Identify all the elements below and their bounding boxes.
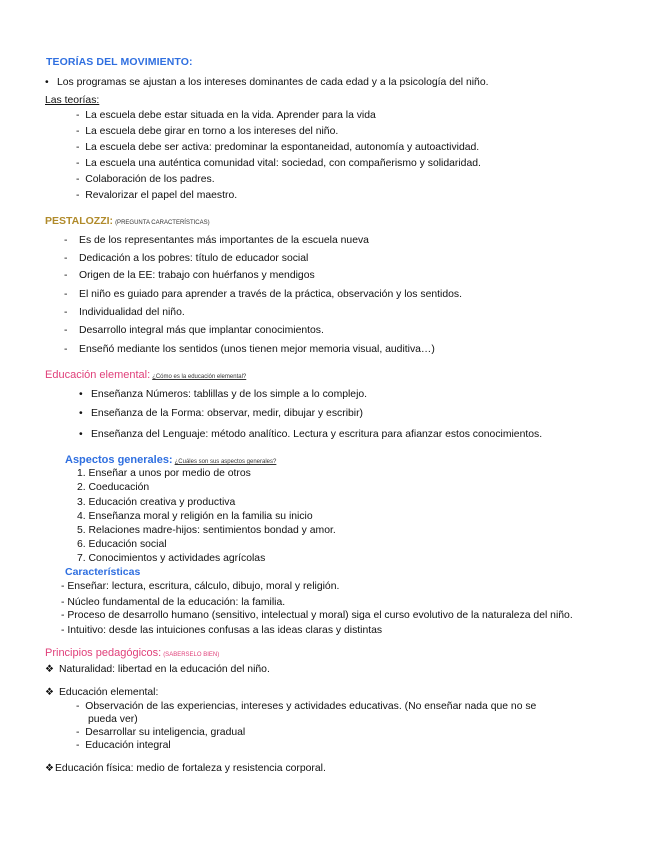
- section-title-principios: Principios pedagógicos: (SABERSELO BIEN): [45, 647, 220, 659]
- list-item: - Dedicación a los pobres: título de educador social: [64, 253, 309, 264]
- section-note: ¿Cómo es la educación elemental?: [152, 374, 247, 380]
- section-title-caracteristicas: Características: [65, 566, 141, 578]
- list-item: - La escuela debe estar situada en la vida. Aprender para la vida: [76, 110, 376, 121]
- list-item: - Desarrollo integral más que implantar conocimientos.: [64, 325, 324, 336]
- list-item: - Educación integral: [76, 740, 171, 751]
- section-title-aspectos-generales: Aspectos generales: ¿Cuáles son sus aspectos generales?: [65, 454, 277, 466]
- diamond-bullet-icon: ❖: [45, 664, 54, 675]
- list-item: 2. Coeducación: [77, 482, 150, 493]
- list-item: - Proceso de desarrollo humano (sensitivo, intelectual y moral) siga el curso evolutivo de la naturaleza del niño.: [61, 610, 573, 621]
- list-item: 7. Conocimientos y actividades agrícolas: [77, 553, 266, 564]
- list-item: 4. Enseñanza moral y religión en la familia su inicio: [77, 511, 313, 522]
- subsection-title-teorias: Las teorías:: [45, 95, 100, 106]
- list-item: - Desarrollar su inteligencia, gradual: [76, 727, 246, 738]
- list-item: - Colaboración de los padres.: [76, 174, 215, 185]
- list-item: ❖ Naturalidad: libertad en la educación del niño.: [45, 664, 270, 675]
- list-item: - Enseñó mediante los sentidos (unos tienen mejor memoria visual, auditiva…): [64, 344, 435, 355]
- list-item: - Origen de la EE: trabajo con huérfanos y mendigos: [64, 270, 315, 281]
- list-item: - La escuela debe girar en torno a los intereses del niño.: [76, 126, 339, 137]
- list-item: 5. Relaciones madre-hijos: sentimientos bondad y amor.: [77, 525, 336, 536]
- list-item: • Enseñanza Números: tablillas y de los simple a lo complejo.: [79, 389, 368, 400]
- list-item: 3. Educación creativa y productiva: [77, 497, 236, 508]
- section-note: (SABERSELO BIEN): [163, 652, 220, 658]
- list-item-continuation: pueda ver): [88, 714, 138, 725]
- list-item: - Intuitivo: desde las intuiciones confusas a las ideas claras y distintas: [61, 625, 383, 636]
- bullet-icon: •: [79, 408, 83, 419]
- bullet-icon: •: [79, 429, 83, 440]
- list-item: - La escuela una auténtica comunidad vital: sociedad, con compañerismo y solidaridad.: [76, 158, 481, 169]
- list-item: - Enseñar: lectura, escritura, cálculo, dibujo, moral y religión.: [61, 581, 340, 592]
- intro-text: Los programas se ajustan a los intereses dominantes de cada edad y a la psicología del niño.: [57, 77, 489, 88]
- list-item: ❖Educación física: medio de fortaleza y resistencia corporal.: [45, 763, 326, 774]
- diamond-bullet-icon: ❖: [45, 763, 54, 774]
- section-title-teorias: TEORÍAS DEL MOVIMIENTO:: [46, 56, 193, 68]
- diamond-bullet-icon: ❖: [45, 687, 54, 698]
- list-item: - El niño es guiado para aprender a través de la práctica, observación y los sentidos.: [64, 289, 462, 300]
- section-note: ¿Cuáles son sus aspectos generales?: [174, 459, 277, 465]
- list-item: ❖ Educación elemental:: [45, 687, 159, 698]
- list-item: - Individualidad del niño.: [64, 307, 185, 318]
- list-item: - Revalorizar el papel del maestro.: [76, 190, 238, 201]
- list-item: • Enseñanza del Lenguaje: método analítico. Lectura y escritura para afianzar estos conocimientos.: [79, 429, 543, 440]
- list-item: - Es de los representantes más importantes de la escuela nueva: [64, 235, 369, 246]
- list-item: 1. Enseñar a unos por medio de otros: [77, 468, 251, 479]
- list-item: - Núcleo fundamental de la educación: la familia.: [61, 597, 286, 608]
- list-item: - La escuela debe ser activa: predominar la espontaneidad, autonomía y autoactividad.: [76, 142, 480, 153]
- section-title-pestalozzi: PESTALOZZI: (PREGUNTA CARACTERÍSTICAS): [45, 215, 210, 227]
- section-title-educacion-elemental: Educación elemental: ¿Cómo es la educación elemental?: [45, 369, 247, 381]
- intro-line: [45, 77, 488, 89]
- bullet-icon: •: [79, 389, 83, 400]
- list-item: - Observación de las experiencias, intereses y actividades educativas. (No enseñar nada que no se: [76, 701, 537, 712]
- bullet-icon: •: [45, 77, 49, 88]
- section-note: (PREGUNTA CARACTERÍSTICAS): [115, 220, 210, 226]
- list-item: 6. Educación social: [77, 539, 167, 550]
- list-item: • Enseñanza de la Forma: observar, medir, dibujar y escribir): [79, 408, 364, 419]
